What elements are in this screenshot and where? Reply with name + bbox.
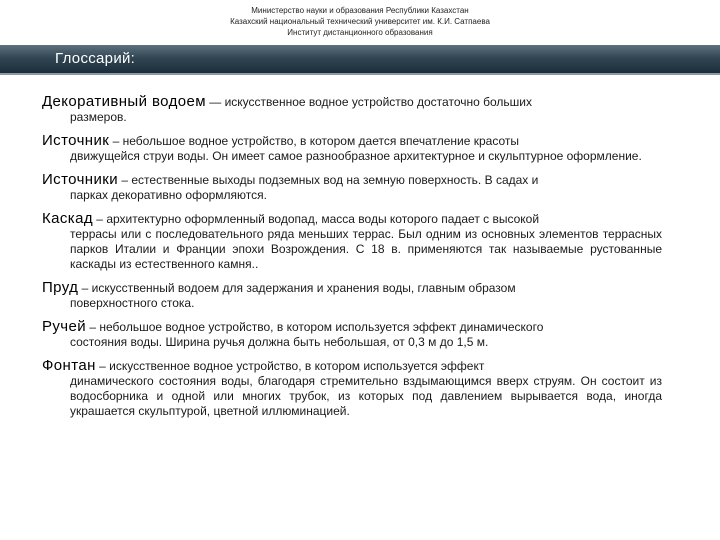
definition-first-line: естественные выходы подземных вод на земную поверхность. В садах и [131, 173, 539, 187]
term-separator: — [205, 95, 225, 109]
definition-continuation: размеров. [70, 110, 127, 124]
glossary-entry-stream [42, 319, 662, 350]
definition-continuation: террасы или с последовательного ряда меньших террас. Был одним из основных элементов террасных парков Италии и Франции эпохи Возрождения. С 18 в. применяются так называемые рустованные каскады из естественного камня.. [70, 227, 662, 271]
term-separator: – [86, 320, 100, 334]
term-separator: – [78, 281, 92, 295]
glossary-entry-fountain [42, 358, 662, 419]
glossary-term: Источники [42, 171, 119, 188]
page-title: Глоссарий: [55, 50, 136, 67]
glossary-term: Декоративный водоем [42, 93, 206, 110]
definition-continuation: движущейся струи воды. Он имеет самое разнообразное архитектурное и скульптурное оформление. [70, 149, 642, 163]
glossary-term: Источник [42, 132, 110, 149]
glossary-entry-pond [42, 280, 662, 311]
definition-continuation: динамического состояния воды, благодаря стремительно вздымающимся вверх струям. Он состоит из водосборника и одной или многих трубок, из которых под давлением вырывается вода, иногда украшается скульптурой, цветной иллюминацией. [70, 374, 662, 418]
definition-first-line: архитектурно оформленный водопад, масса воды которого падает с высокой [106, 212, 540, 226]
header-institute: Институт дистанционного образования [287, 28, 433, 37]
definition-first-line: искусственный водоем для задержания и хранения воды, главным образом [91, 281, 516, 295]
glossary-term: Фонтан [42, 357, 96, 374]
title-banner [0, 45, 720, 75]
glossary-entry-source [42, 133, 662, 164]
term-separator: – [92, 212, 107, 226]
definition-continuation: парках декоративно оформляются. [70, 188, 267, 202]
header-university: Казахский национальный технический университет им. К.И. Сатпаева [230, 17, 490, 26]
header-ministry: Министерство науки и образования Республики Казахстан [251, 6, 469, 15]
glossary-term: Каскад [42, 210, 93, 227]
glossary-entry-cascade [42, 211, 662, 272]
glossary-term: Пруд [42, 279, 79, 296]
glossary-list [42, 94, 662, 427]
definition-first-line: небольшое водное устройство, в котором используется эффект динамического [99, 320, 544, 334]
glossary-entry-decorative-pond [42, 94, 662, 125]
term-separator: – [95, 359, 110, 373]
definition-continuation: состояния воды. Ширина ручья должна быть небольшая, от 0,3 м до 1,5 м. [70, 335, 489, 349]
institution-header [0, 5, 720, 38]
definition-first-line: искусственное водное устройство, в котором используется эффект [109, 359, 485, 373]
glossary-entry-springs [42, 172, 662, 203]
term-separator: – [118, 173, 132, 187]
definition-first-line: небольшое водное устройство, в котором дается впечатление красоты [122, 134, 519, 148]
term-separator: – [109, 134, 123, 148]
definition-first-line: искусственное водное устройство достаточно больших [224, 95, 532, 109]
glossary-term: Ручей [42, 318, 87, 335]
definition-continuation: поверхностного стока. [70, 296, 195, 310]
